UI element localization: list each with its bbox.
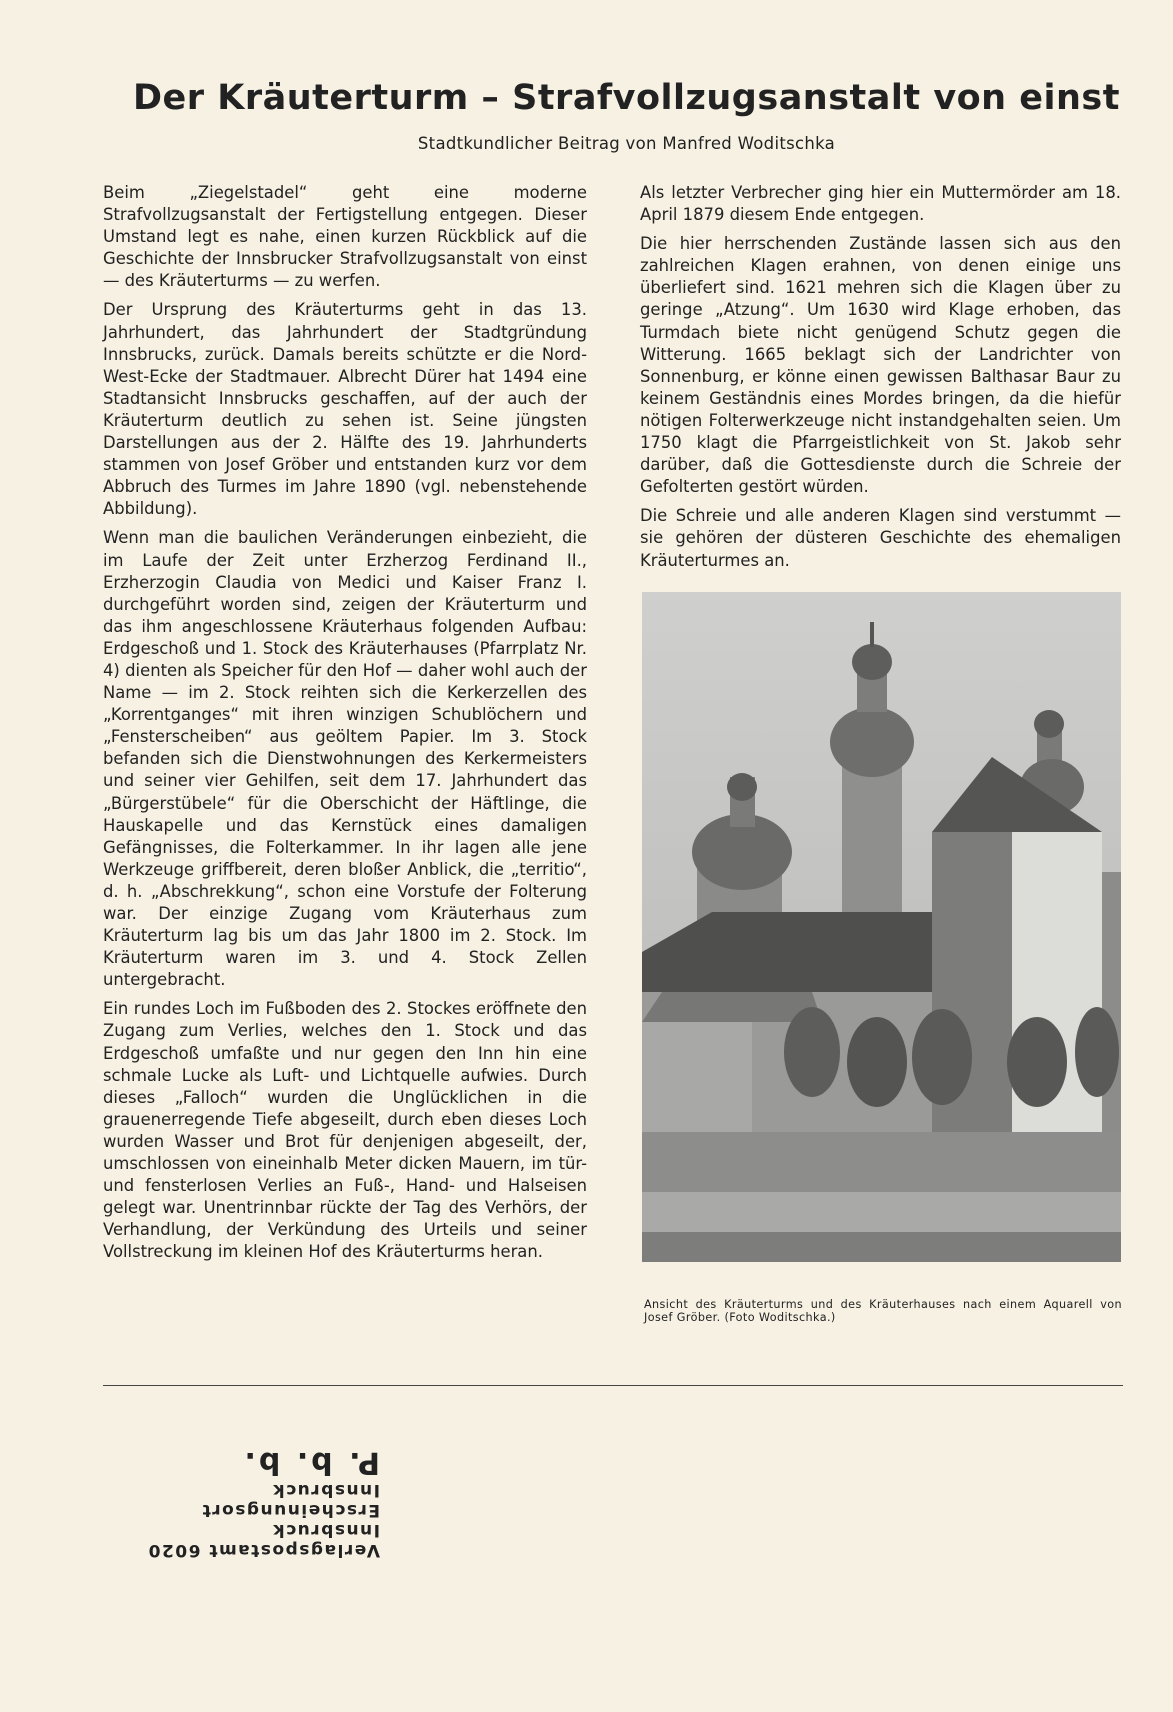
- article-title: Der Kräuterturm – Strafvollzugsanstalt von einst: [132, 78, 1120, 118]
- left-column: [103, 182, 587, 1271]
- paragraph: Als letzter Verbrecher ging hier ein Muttermörder am 18. April 1879 diesem Ende entgegen.: [640, 183, 1121, 225]
- postal-office: Verlagspostamt 6020 Innsbruck: [147, 1520, 380, 1560]
- paragraph: Der Ursprung des Kräuterturms geht in das 13. Jahrhundert, das Jahrhundert der Stadtgründung Innsbrucks, zurück. Damals bereits schützte er die Nord-West-Ecke der Stadtmauer. Albrecht Dürer hat 1494 eine Stadtansicht Innsbrucks geschaffen, auf der auch der Kräuterturm deutlich zu sehen ist. Seine jüngsten Darstellungen aus der 2. Hälfte des 19. Jahrhunderts stammen von Josef Gröber und entstanden kurz vor dem Abbruch des Turmes im Jahre 1890 (vgl. nebenstehende Abbildung).: [103, 300, 587, 519]
- pbb-mark: P. b. b.: [241, 1445, 380, 1480]
- right-column: [640, 182, 1121, 579]
- photo-caption: Ansicht des Kräuterturms und des Kräuterhauses nach einem Aquarell von Josef Gröber. (Foto Woditschka.): [644, 1298, 1122, 1324]
- article-subtitle: Stadtkundlicher Beitrag von Manfred Woditschka: [417, 134, 836, 153]
- place-of-publication: Erscheinungsort Innsbruck: [201, 1480, 380, 1520]
- postal-mark: [90, 1439, 380, 1560]
- divider: [103, 1385, 1123, 1386]
- paragraph: Beim „Ziegelstadel“ geht eine moderne Strafvollzugsanstalt der Fertigstellung entgegen. Dieser Umstand legt es nahe, einen kurzen Rückblick auf die Geschichte der Innsbrucker Strafvollzugsanstalt von einst — des Kräuterturms — zu werfen.: [103, 183, 587, 291]
- kraeuterturm-photo: [642, 592, 1121, 1262]
- paragraph: Die hier herrschenden Zustände lassen sich aus den zahlreichen Klagen erahnen, von denen einige uns überliefert sind. 1621 mehren sich die Klagen über zu geringe „Atzung“. Um 1630 wird Klage erhoben, das Turmdach biete nicht genügend Schutz gegen die Witterung. 1665 beklagt sich der Landrichter von Sonnenburg, er könne einen gewissen Balthasar Baur zu keinem Geständnis eines Mordes bringen, da die hiefür nötigen Folterwerkzeuge nicht instandgehalten seien. Um 1750 klagt die Pfarrgeistlichkeit von St. Jakob sehr darüber, daß die Gottesdienste durch die Schreie der Gefolterten gestört würden.: [640, 234, 1121, 497]
- paragraph: Die Schreie und alle anderen Klagen sind verstummt — sie gehören der düsteren Geschichte des ehemaligen Kräuterturmes an.: [640, 506, 1121, 570]
- paragraph: Ein rundes Loch im Fußboden des 2. Stockes eröffnete den Zugang zum Verlies, welches den 1. Stock und das Erdgeschoß umfaßte und nur gegen den Inn hin eine schmale Lucke als Luft- und Lichtquelle aufwies. Durch dieses „Falloch“ wurden die Unglücklichen in die grauenerregende Tiefe abgeseilt, durch eben dieses Loch wurden Wasser und Brot für denjenigen abgeseilt, der, umschlossen von eineinhalb Meter dicken Mauern, im tür- und fensterlosen Verlies an Fuß-, Hand- und Halseisen gelegt war. Unentrinnbar rückte der Tag des Verhörs, der Verhandlung, der Verkündung des Urteils und seiner Vollstreckung im kleinen Hof des Kräuterturms heran.: [103, 999, 587, 1262]
- paragraph: Wenn man die baulichen Veränderungen einbezieht, die im Laufe der Zeit unter Erzherzog Ferdinand II., Erzherzogin Claudia von Medici und Kaiser Franz I. durchgeführt worden sind, zeigen der Kräuterturm und das ihm angeschlossene Kräuterhaus folgenden Aufbau: Erdgeschoß und 1. Stock des Kräuterhauses (Pfarrplatz Nr. 4) dienten als Speicher für den Hof — daher wohl auch der Name — im 2. Stock reihten sich die Kerkerzellen des „Korrentganges“ mit ihren winzigen Schublöchern und „Fensterscheiben“ aus geöltem Papier. Im 3. Stock befanden sich die Dienstwohnungen des Kerkermeisters und seiner vier Gehilfen, seit dem 17. Jahrhundert das „Bürgerstübele“ für die Oberschicht der Häftlinge, die Hauskapelle und das Kernstück eines damaligen Gefängnisses, die Folterkammer. In ihr lagen alle jene Werkzeuge griffbereit, deren bloßer Anblick, die „territio“, d. h. „Abschrekkung“, schon eine Vorstufe der Folterung war. Der einzige Zugang vom Kräuterhaus zum Kräuterturm lag bis um das Jahr 1800 im 2. Stock. Im Kräuterturm waren im 3. und 4. Stock Zellen untergebracht.: [103, 528, 587, 990]
